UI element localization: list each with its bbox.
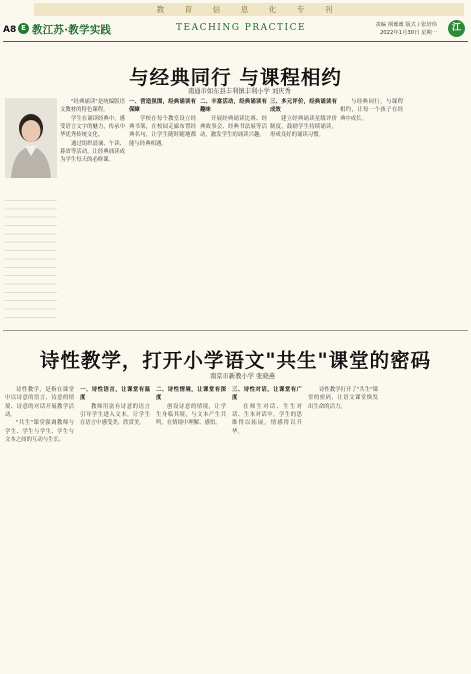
article2-column-5 — [308, 386, 378, 672]
newspaper-logo-icon: 江 — [448, 20, 465, 37]
column-lines — [5, 200, 57, 320]
article1-column-6 — [406, 98, 466, 320]
article1-headline: 与经典同行 与课程相约 — [129, 66, 342, 89]
page-number: A8 — [3, 25, 17, 35]
article2-byline: 南京市新教小学 张晓燕 — [210, 373, 275, 380]
section-title: 教江苏·教学实践 — [32, 24, 112, 36]
section-title-english: TEACHING PRACTICE — [176, 23, 307, 33]
article1-column-2 — [129, 98, 196, 320]
top-banner — [34, 3, 464, 16]
subheading: 一、诗性语言，让课堂有温度 — [80, 387, 150, 402]
banner-text: 教 育 信 息 化 专 刊 — [156, 5, 342, 14]
paragraph: 教师用富有诗意的语言引导学生进入文本，让学生在语言中感受美、欣赏美。 — [80, 403, 150, 427]
subheading: 三、多元评价，经典诵读有成效 — [270, 99, 337, 114]
article2-column-2 — [80, 386, 150, 672]
article2-column-6 — [384, 386, 467, 672]
article1-byline: 南通市如东县丰利镇丰利小学 刘庆秀 — [188, 88, 291, 95]
article2-headline: 诗性教学，打开小学语文"共生"课堂的密码 — [39, 349, 432, 372]
article1-column-5 — [340, 98, 403, 320]
paragraph: 创设诗意的情境，让学生身临其境，与文本产生共鸣，在情境中理解、感悟。 — [156, 403, 226, 427]
paragraph: 建立经典诵读星级评价制度，鼓励学生持续诵读，形成良好的诵读习惯。 — [270, 115, 337, 139]
author-photo — [5, 98, 57, 178]
paragraph: "共生"课堂强调教师与学生、学生与学生、学生与文本之间的互动与生长。 — [5, 420, 74, 444]
article1-column-1 — [60, 98, 125, 320]
subheading: 二、诗性情境，让课堂有深度 — [156, 387, 226, 402]
paragraph: 在师生对话、生生对话、生本对话中，学生的思维得以拓展，情感得以升华。 — [232, 403, 302, 435]
article1-column-4 — [270, 98, 337, 320]
paragraph: 诗性教学，是指在课堂中以诗意的语言、诗意的情境、诗意的对话开展教学活动。 — [5, 387, 74, 419]
article2-column-4 — [232, 386, 302, 672]
article2-column-3 — [156, 386, 226, 672]
article2-column-1 — [5, 386, 74, 672]
paragraph: 学校在每个教室设立经典书架，在校园走廊布置经典名句，让学生随时随地都能与经典相遇。 — [129, 115, 196, 147]
article1-column-3 — [200, 98, 267, 320]
paragraph: 与经典同行，与课程相约，让每一个孩子在经典中成长。 — [340, 99, 403, 122]
subheading: 二、丰富活动，经典诵读有趣味 — [200, 99, 267, 114]
article-divider — [3, 330, 468, 331]
paragraph: 通过组织晨诵、午读、暮省等活动，让经典诵读成为学生每天的必修课。 — [60, 140, 125, 164]
section-badge-icon: E — [18, 23, 29, 34]
paragraph: 开展经典诵读比赛、经典故事会、经典书法展等活动，激发学生的诵读兴趣。 — [200, 115, 267, 139]
paragraph: 学生在诵读经典中，感受语言文字的魅力，传承中华优秀传统文化。 — [60, 115, 125, 139]
subheading: 三、诗性对话，让课堂有广度 — [232, 387, 302, 402]
header-rule — [3, 41, 468, 42]
issue-date: 2022年1月30日 星期一 — [379, 30, 437, 36]
author-portrait-icon — [5, 98, 57, 178]
paragraph: 诗性教学打开了"共生"课堂的密码，让语文课堂焕发出生命的活力。 — [308, 387, 378, 410]
paragraph: "经典诵读"是统编版语文教材的特色课程。 — [60, 99, 125, 114]
editor-info: 责编 荆谧谧 版式 / 张培伟 — [375, 22, 437, 28]
subheading: 一、营造氛围，经典诵读有保障 — [129, 99, 196, 114]
